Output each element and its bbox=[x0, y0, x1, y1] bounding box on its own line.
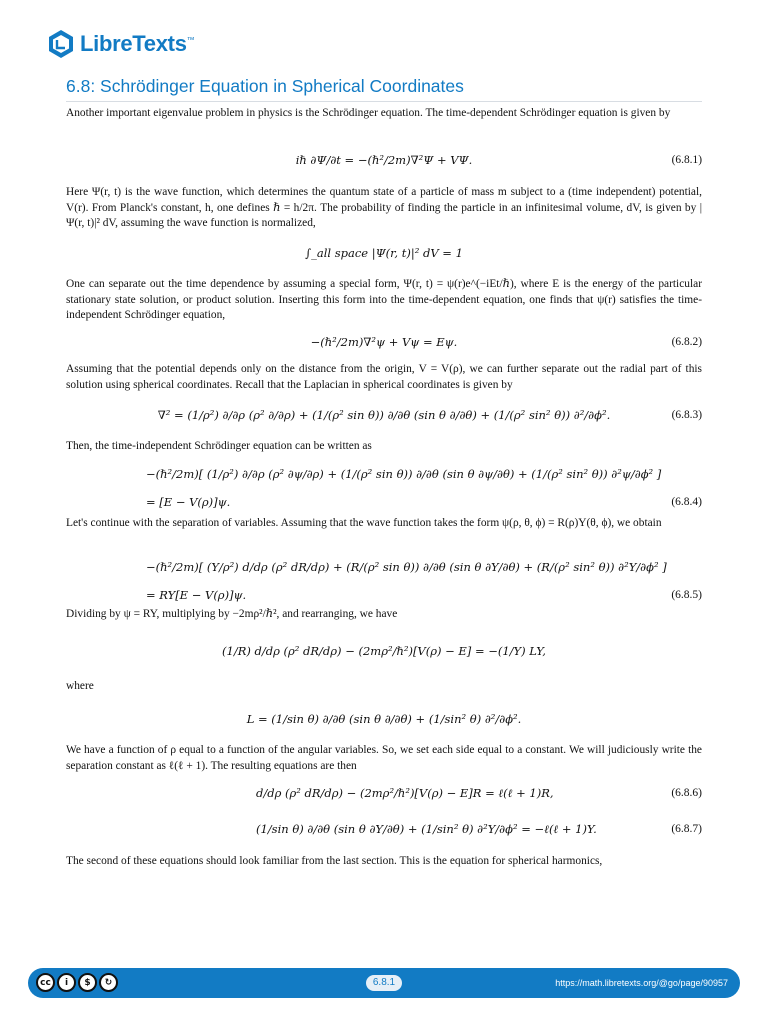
equation-6-8-5 bbox=[66, 549, 702, 607]
equation-number: (6.8.4) bbox=[671, 496, 702, 509]
libretexts-logo-icon[interactable] bbox=[46, 29, 76, 59]
equation-number: (6.8.3) bbox=[671, 409, 702, 422]
page-number: 6.8.1 bbox=[366, 975, 402, 991]
paragraph: Let's continue with the separation of variables. Assuming that the wave function takes the form ψ(ρ, θ, ϕ) = R(ρ)Y(θ, ϕ), we obtain bbox=[66, 517, 662, 529]
equation-content: = [E − V(ρ)]ψ. bbox=[146, 495, 231, 510]
logo-wordmark[interactable]: LibreTexts™ bbox=[80, 31, 195, 56]
equation-radial-divided bbox=[66, 625, 702, 679]
equation-content: −(ℏ²/2m)[ (1/ρ²) ∂/∂ρ (ρ² ∂ψ/∂ρ) + (1/(ρ² sin θ)) ∂/∂θ (sin θ ∂ψ/∂θ) + (1/(ρ² sin² θ)) ∂²ψ/∂ϕ² ] bbox=[146, 467, 662, 482]
equation-6-8-4 bbox=[66, 456, 702, 516]
page-url-link[interactable]: https://math.libretexts.org/@go/page/90957 bbox=[555, 978, 728, 988]
equation-L-operator bbox=[66, 697, 702, 743]
page-title: 6.8: Schrödinger Equation in Spherical Coordinates bbox=[66, 76, 702, 102]
paragraph: Dividing by ψ = RY, multiplying by −2mρ²/ℏ², and rearranging, we have bbox=[66, 608, 398, 620]
equation-6-8-2 bbox=[66, 324, 702, 362]
equation-content: L = (1/sin θ) ∂/∂θ (sin θ ∂/∂θ) + (1/sin² θ) ∂²/∂ϕ². bbox=[246, 712, 522, 727]
paragraph: Here Ψ(r, t) is the wave function, which determines the quantum state of a particle of mass m subject to a (time independent) potential, V(r). From Planck's constant, h, one defines ℏ = h/2π. The probability of finding the particle in an infinitesimal volume, dV, is given by |Ψ(r, t)|² dV, assuming the wave function is normalized, bbox=[66, 186, 702, 230]
equation-6-8-6-and-6-8-7 bbox=[66, 776, 702, 848]
equation-number: (6.8.5) bbox=[671, 589, 702, 602]
paragraph: We have a function of ρ equal to a function of the angular variables. So, we set each side equal to a constant. We will judiciously write the separation constant as ℓ(ℓ + 1). The resulting equations are then bbox=[66, 744, 702, 772]
equation-content: ∇² = (1/ρ²) ∂/∂ρ (ρ² ∂/∂ρ) + (1/(ρ² sin θ)) ∂/∂θ (sin θ ∂/∂θ) + (1/(ρ² sin² θ)) ∂²/∂ϕ². bbox=[157, 408, 611, 423]
equation-normalization bbox=[66, 231, 702, 277]
paragraph: The second of these equations should look familiar from the last section. This is the equation for spherical harmonics, bbox=[66, 855, 603, 867]
article-body bbox=[66, 106, 702, 870]
equation-content: d/dρ (ρ² dR/dρ) − (2mρ²/ℏ²)[V(ρ) − E]R = ℓ(ℓ + 1)R, bbox=[256, 786, 554, 801]
equation-content: = RY[E − V(ρ)]ψ. bbox=[146, 588, 247, 603]
equation-content: ∫_all space |Ψ(r, t)|² dV = 1 bbox=[305, 246, 463, 261]
equation-content: (1/R) d/dρ (ρ² dR/dρ) − (2mρ²/ℏ²)[V(ρ) − E] = −(1/Y) LY, bbox=[222, 644, 546, 659]
page-footer bbox=[28, 968, 740, 998]
equation-number: (6.8.6) bbox=[671, 787, 702, 800]
license-badge[interactable] bbox=[36, 973, 118, 993]
equation-number: (6.8.7) bbox=[671, 823, 702, 836]
paragraph: One can separate out the time dependence by assuming a special form, Ψ(r, t) = ψ(r)e^(−iEt/ℏ), where E is the energy of the particular stationary state solution, or product solution. Inserting this form into the time-dependent equation, one finds that ψ(r) satisfies the time-independent Schrödinger equation, bbox=[66, 278, 702, 322]
paragraph: Assuming that the potential depends only on the distance from the origin, V = V(ρ), we can further separate out the radial part of this solution using spherical coordinates. Recall that the Laplacian in spherical coordinates is given by bbox=[66, 363, 702, 391]
paragraph: where bbox=[66, 680, 94, 692]
equation-6-8-1 bbox=[66, 137, 702, 185]
nc-icon: $ bbox=[78, 973, 97, 992]
equation-content: −(ℏ²/2m)∇²ψ + Vψ = Eψ. bbox=[310, 335, 458, 350]
equation-content: (1/sin θ) ∂/∂θ (sin θ ∂Y/∂θ) + (1/sin² θ) ∂²Y/∂ϕ² = −ℓ(ℓ + 1)Y. bbox=[256, 822, 597, 837]
equation-number: (6.8.1) bbox=[671, 154, 702, 167]
site-header bbox=[46, 24, 194, 64]
by-icon: i bbox=[57, 973, 76, 992]
paragraph: Then, the time-independent Schrödinger equation can be written as bbox=[66, 440, 372, 452]
equation-6-8-3 bbox=[66, 393, 702, 439]
sa-icon: ↻ bbox=[99, 973, 118, 992]
equation-number: (6.8.2) bbox=[671, 336, 702, 349]
cc-icon: cc bbox=[36, 973, 55, 992]
paragraph: Another important eigenvalue problem in physics is the Schrödinger equation. The time-dependent Schrödinger equation is given by bbox=[66, 107, 671, 119]
equation-content: iℏ ∂Ψ/∂t = −(ℏ²/2m)∇²Ψ + VΨ. bbox=[295, 153, 473, 168]
equation-content: −(ℏ²/2m)[ (Y/ρ²) d/dρ (ρ² dR/dρ) + (R/(ρ² sin θ)) ∂/∂θ (sin θ ∂Y/∂θ) + (R/(ρ² sin² θ)) ∂²Y/∂ϕ² ] bbox=[146, 560, 667, 575]
